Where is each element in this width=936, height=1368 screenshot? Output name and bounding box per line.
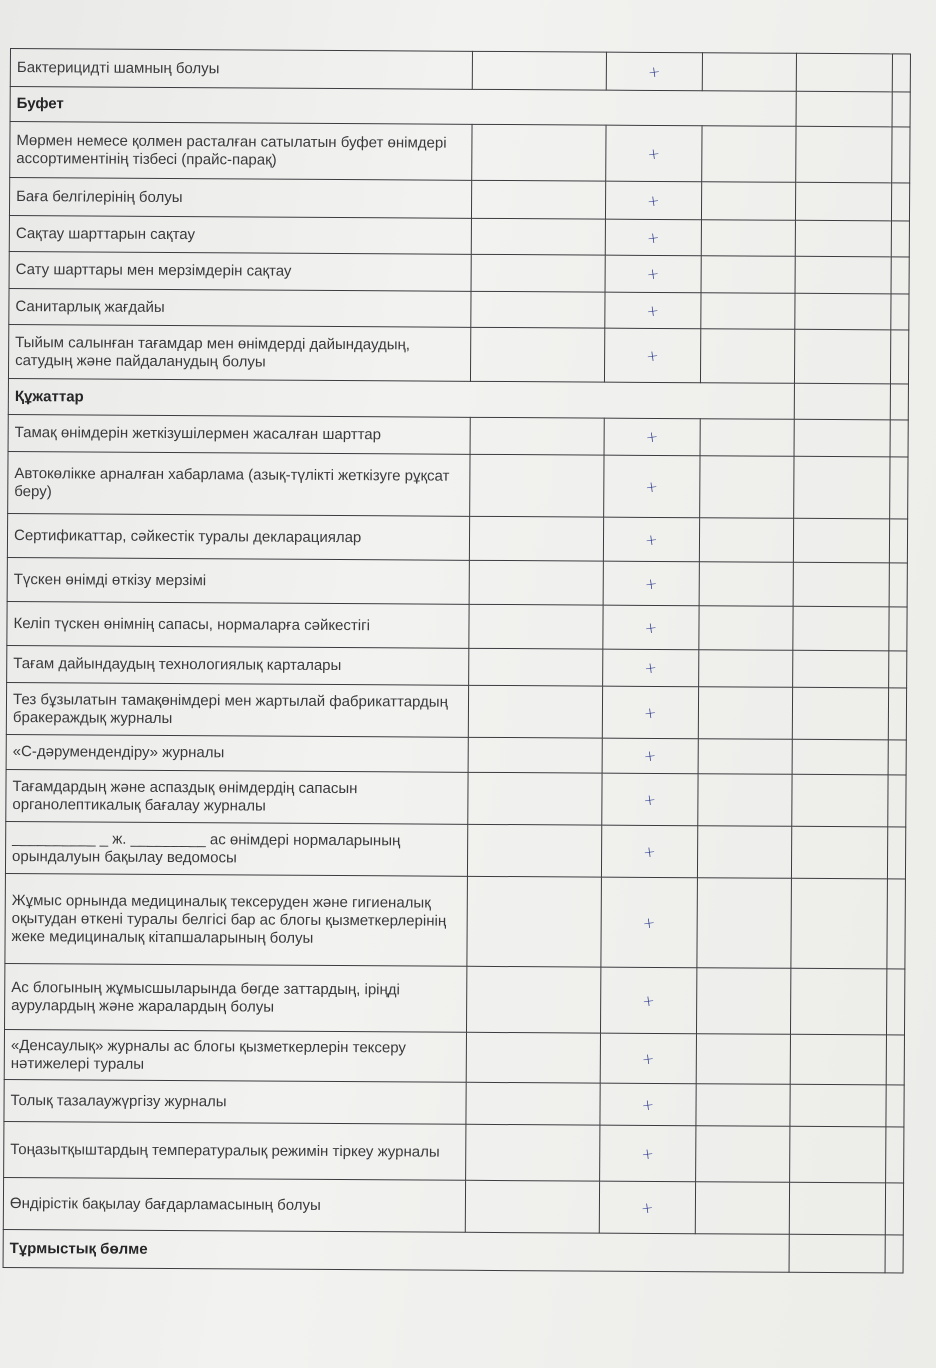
empty-cell-b [792, 687, 888, 740]
check-mark-cell [606, 125, 702, 182]
check-mark-cell [603, 517, 699, 562]
empty-cell-a [699, 606, 793, 651]
check-mark-cell [602, 738, 698, 774]
item-label: Тыйым салынған тағамдар мен өнімдерді дайындаудың, сатудың және пайдаланудың болуы [8, 324, 470, 381]
handwritten-plus-mark: + [641, 990, 657, 1011]
empty-cell-b [793, 562, 889, 607]
check-mark-cell [603, 649, 699, 687]
empty-cell-a [695, 1182, 789, 1235]
item-label: Санитарлық жағдайы [9, 288, 471, 327]
check-mark-cell [604, 328, 700, 383]
extra-cell-a [789, 1234, 885, 1273]
item-label: «С-дәрумендендіру» журналы [6, 734, 468, 772]
blank-cell [471, 218, 605, 255]
blank-cell [469, 516, 603, 561]
blank-cell [466, 1082, 600, 1125]
handwritten-plus-mark: + [640, 1094, 656, 1115]
checklist-row [8, 414, 908, 456]
empty-cell-c [891, 221, 909, 257]
handwritten-plus-mark: + [646, 143, 662, 164]
empty-cell-b [795, 293, 891, 330]
empty-cell-c [889, 563, 907, 607]
blank-cell [466, 1032, 600, 1083]
section-row [3, 1229, 903, 1272]
check-mark-cell [603, 605, 699, 650]
check-mark-cell [601, 825, 697, 878]
checklist-row [9, 288, 909, 329]
empty-cell-c [889, 607, 907, 651]
blank-cell [471, 254, 605, 292]
checklist-row [9, 251, 909, 293]
empty-cell-c [885, 1183, 903, 1235]
empty-cell-c [890, 330, 908, 384]
empty-cell-b [793, 650, 889, 688]
empty-cell-c [887, 879, 906, 969]
empty-cell-b [790, 1126, 886, 1183]
check-mark-cell [605, 255, 701, 293]
empty-cell-b [796, 126, 892, 183]
check-mark-cell [605, 219, 701, 256]
empty-cell-a [697, 878, 792, 969]
section-heading: Буфет [10, 87, 796, 127]
check-mark-cell [600, 1083, 696, 1126]
item-label: Ас блогының жұмысшыларында бөгде заттардың, іріңді аурулардың және жаралардың болуы [5, 963, 467, 1032]
empty-cell-a [700, 329, 794, 384]
blank-cell [471, 291, 605, 328]
empty-cell-c [886, 969, 904, 1035]
blank-cell [466, 1124, 600, 1181]
empty-cell-a [700, 419, 794, 457]
empty-cell-a [697, 826, 791, 879]
checklist-row [9, 178, 909, 221]
blank-cell [467, 876, 602, 967]
empty-cell-b [795, 182, 891, 221]
item-label: Тағам дайындаудың технологиялық карталары [7, 645, 469, 685]
checklist-row [7, 557, 907, 606]
item-label: Автокөлікке арналған хабарлама (азық-түлікті жеткізуге рұқсат беру) [8, 451, 470, 516]
blank-cell [470, 417, 604, 455]
empty-cell-c [888, 740, 906, 775]
empty-cell-b [795, 220, 891, 257]
empty-cell-a [700, 456, 794, 519]
extra-cell-a [796, 91, 892, 127]
checklist-row [4, 1121, 904, 1182]
checklist-row [10, 49, 910, 92]
extra-cell-a [794, 383, 890, 420]
checklist-row [8, 451, 908, 518]
empty-cell-b [792, 739, 888, 775]
empty-cell-a [701, 256, 795, 294]
section-heading: Тұрмыстық бөлме [3, 1229, 789, 1272]
empty-cell-b [794, 329, 890, 384]
item-label: Тағамдардың және аспаздық өнімдердің сапасын органолептикалық бағалау журналы [6, 769, 468, 824]
checklist-row [5, 873, 906, 968]
empty-cell-a [696, 968, 790, 1035]
handwritten-plus-mark: + [645, 345, 661, 366]
check-mark-cell [600, 1033, 696, 1084]
check-mark-cell [604, 455, 700, 518]
empty-cell-b [793, 606, 889, 651]
blank-cell [472, 124, 606, 181]
blank-cell [465, 1180, 599, 1233]
item-label: Бактерицидті шамның болуы [10, 49, 472, 90]
extra-cell-b [885, 1235, 903, 1273]
empty-cell-a [701, 220, 795, 257]
check-mark-cell [599, 1181, 695, 1234]
blank-cell [468, 685, 602, 738]
empty-cell-b [794, 419, 890, 457]
blank-cell [472, 51, 606, 90]
checklist-row [4, 1079, 904, 1126]
blank-cell [467, 824, 601, 877]
checklist-row [9, 215, 909, 256]
empty-cell-a [702, 126, 796, 183]
handwritten-plus-mark: + [643, 702, 658, 723]
checklist-row [4, 1029, 904, 1084]
item-label: Тоңазытқыштардың температуралық режимін тіркеу журналы [4, 1121, 466, 1180]
empty-cell-c [891, 183, 909, 221]
blank-cell [470, 454, 604, 517]
section-row [10, 87, 910, 127]
handwritten-plus-mark: + [644, 476, 660, 497]
check-mark-cell [602, 686, 698, 739]
empty-cell-a [698, 739, 792, 775]
handwritten-plus-mark: + [646, 61, 662, 82]
item-label: Түскен өнімді өткізу мерзімі [7, 557, 469, 604]
check-mark-cell [603, 561, 699, 606]
empty-cell-c [887, 827, 905, 879]
check-mark-cell [604, 418, 700, 456]
section-heading: Құжаттар [8, 378, 794, 419]
check-mark-cell [605, 292, 701, 329]
extra-cell-b [892, 92, 910, 127]
checklist-row [7, 513, 907, 562]
empty-cell-a [701, 182, 795, 221]
empty-cell-b [791, 826, 887, 879]
empty-cell-a [701, 293, 795, 330]
item-label: «Денсаулық» журналы ас блогы қызметкерлерін тексеру нәтижелері туралы [4, 1029, 466, 1082]
handwritten-plus-mark: + [640, 1048, 656, 1069]
empty-cell-b [791, 878, 888, 969]
blank-cell [471, 180, 605, 219]
empty-cell-b [790, 968, 886, 1035]
empty-cell-b [795, 256, 891, 294]
empty-cell-a [699, 518, 793, 563]
check-mark-cell [601, 877, 698, 968]
check-mark-cell [606, 52, 702, 91]
handwritten-plus-mark: + [643, 658, 659, 678]
empty-cell-a [699, 562, 793, 607]
item-label: Жұмыс орнында медициналық тексеруден және гигиеналық оқытудан өткені туралы белгісі бар ас блогы қызметкерлерінің жеке медициналық кітапшаларының болуы [5, 873, 468, 966]
checklist-row [10, 122, 910, 183]
handwritten-plus-mark: + [643, 617, 659, 638]
checklist-row [5, 963, 905, 1034]
empty-cell-c [889, 519, 907, 563]
empty-cell-b [793, 518, 889, 563]
empty-cell-b [789, 1182, 885, 1235]
empty-cell-c [886, 1035, 904, 1085]
empty-cell-c [891, 257, 909, 294]
empty-cell-b [790, 1034, 886, 1085]
empty-cell-c [886, 1127, 904, 1183]
handwritten-plus-mark: + [645, 300, 661, 321]
blank-cell [468, 737, 602, 773]
item-label: Өндірістік бақылау бағдарламасының болуы [3, 1177, 465, 1232]
handwritten-plus-mark: + [642, 789, 658, 810]
empty-cell-b [790, 1084, 886, 1127]
handwritten-plus-mark: + [645, 227, 661, 248]
item-label: Сақтау шарттарын сақтау [9, 215, 471, 254]
handwritten-plus-mark: + [645, 264, 661, 284]
empty-cell-c [888, 688, 906, 740]
blank-cell [469, 604, 603, 649]
empty-cell-c [892, 54, 910, 92]
checklist-body [3, 49, 910, 1273]
handwritten-plus-mark: + [639, 1197, 655, 1218]
handwritten-plus-mark: + [641, 912, 657, 933]
empty-cell-c [889, 651, 907, 688]
handwritten-plus-mark: + [644, 529, 659, 550]
item-label: Толық тазалаужүргізу журналы [4, 1079, 466, 1124]
empty-cell-c [890, 457, 908, 519]
checklist-row [7, 601, 907, 650]
check-mark-cell [602, 773, 698, 826]
checklist-table [3, 48, 911, 1273]
check-mark-cell [605, 181, 701, 220]
blank-cell [469, 648, 603, 686]
blank-cell [468, 772, 602, 825]
empty-cell-b [794, 456, 890, 519]
checklist-row [6, 682, 906, 739]
blank-cell [470, 327, 604, 382]
empty-cell-a [698, 687, 792, 740]
empty-cell-a [702, 53, 796, 92]
item-label: Сертификаттар, сәйкестік туралы декларациялар [7, 513, 469, 560]
checklist-row [6, 769, 906, 826]
handwritten-plus-mark: + [643, 573, 659, 594]
empty-cell-c [888, 775, 906, 827]
check-mark-cell [600, 967, 696, 1034]
empty-cell-a [699, 650, 793, 688]
item-label: Тамақ өнімдерін жеткізушілермен жасалған шарттар [8, 414, 470, 454]
handwritten-plus-mark: + [646, 190, 662, 211]
empty-cell-b [796, 53, 892, 92]
item-label: Сату шарттары мен мерзімдерін сақтау [9, 251, 471, 291]
checklist-row [5, 821, 905, 878]
handwritten-plus-mark: + [644, 427, 660, 447]
handwritten-plus-mark: + [642, 841, 658, 862]
item-label: Баға белгілерінің болуы [9, 178, 471, 219]
empty-cell-c [892, 127, 910, 183]
check-mark-cell [600, 1125, 696, 1182]
item-label: Тез бұзылатын тамақөнімдері мен жартылай фабрикаттардың бракераждық журналы [6, 682, 468, 737]
empty-cell-a [696, 1034, 790, 1085]
blank-cell [469, 560, 603, 605]
extra-cell-b [890, 384, 908, 420]
item-label: Келіп түскен өнімнің сапасы, нормаларға сәйкестігі [7, 601, 469, 648]
checklist-row [7, 645, 907, 687]
empty-cell-a [698, 774, 792, 827]
empty-cell-a [696, 1084, 790, 1127]
handwritten-plus-mark: + [642, 746, 658, 766]
checklist-row [6, 734, 906, 774]
item-label: Мөрмен немесе қолмен расталған сатылатын буфет өнімдері ассортиментінің тізбесі (прайс-парақ) [10, 122, 472, 181]
empty-cell-a [696, 1126, 790, 1183]
empty-cell-c [886, 1085, 904, 1127]
empty-cell-c [891, 294, 909, 330]
checklist-row [3, 1177, 903, 1234]
handwritten-plus-mark: + [640, 1143, 656, 1164]
checklist-row [8, 324, 908, 383]
blank-cell [466, 966, 600, 1033]
empty-cell-b [792, 774, 888, 827]
section-row [8, 378, 908, 419]
empty-cell-c [890, 420, 908, 457]
item-label: __________ _ ж. _________ ас өнімдері нормаларының орындалуын бақылау ведомосы [5, 821, 467, 876]
